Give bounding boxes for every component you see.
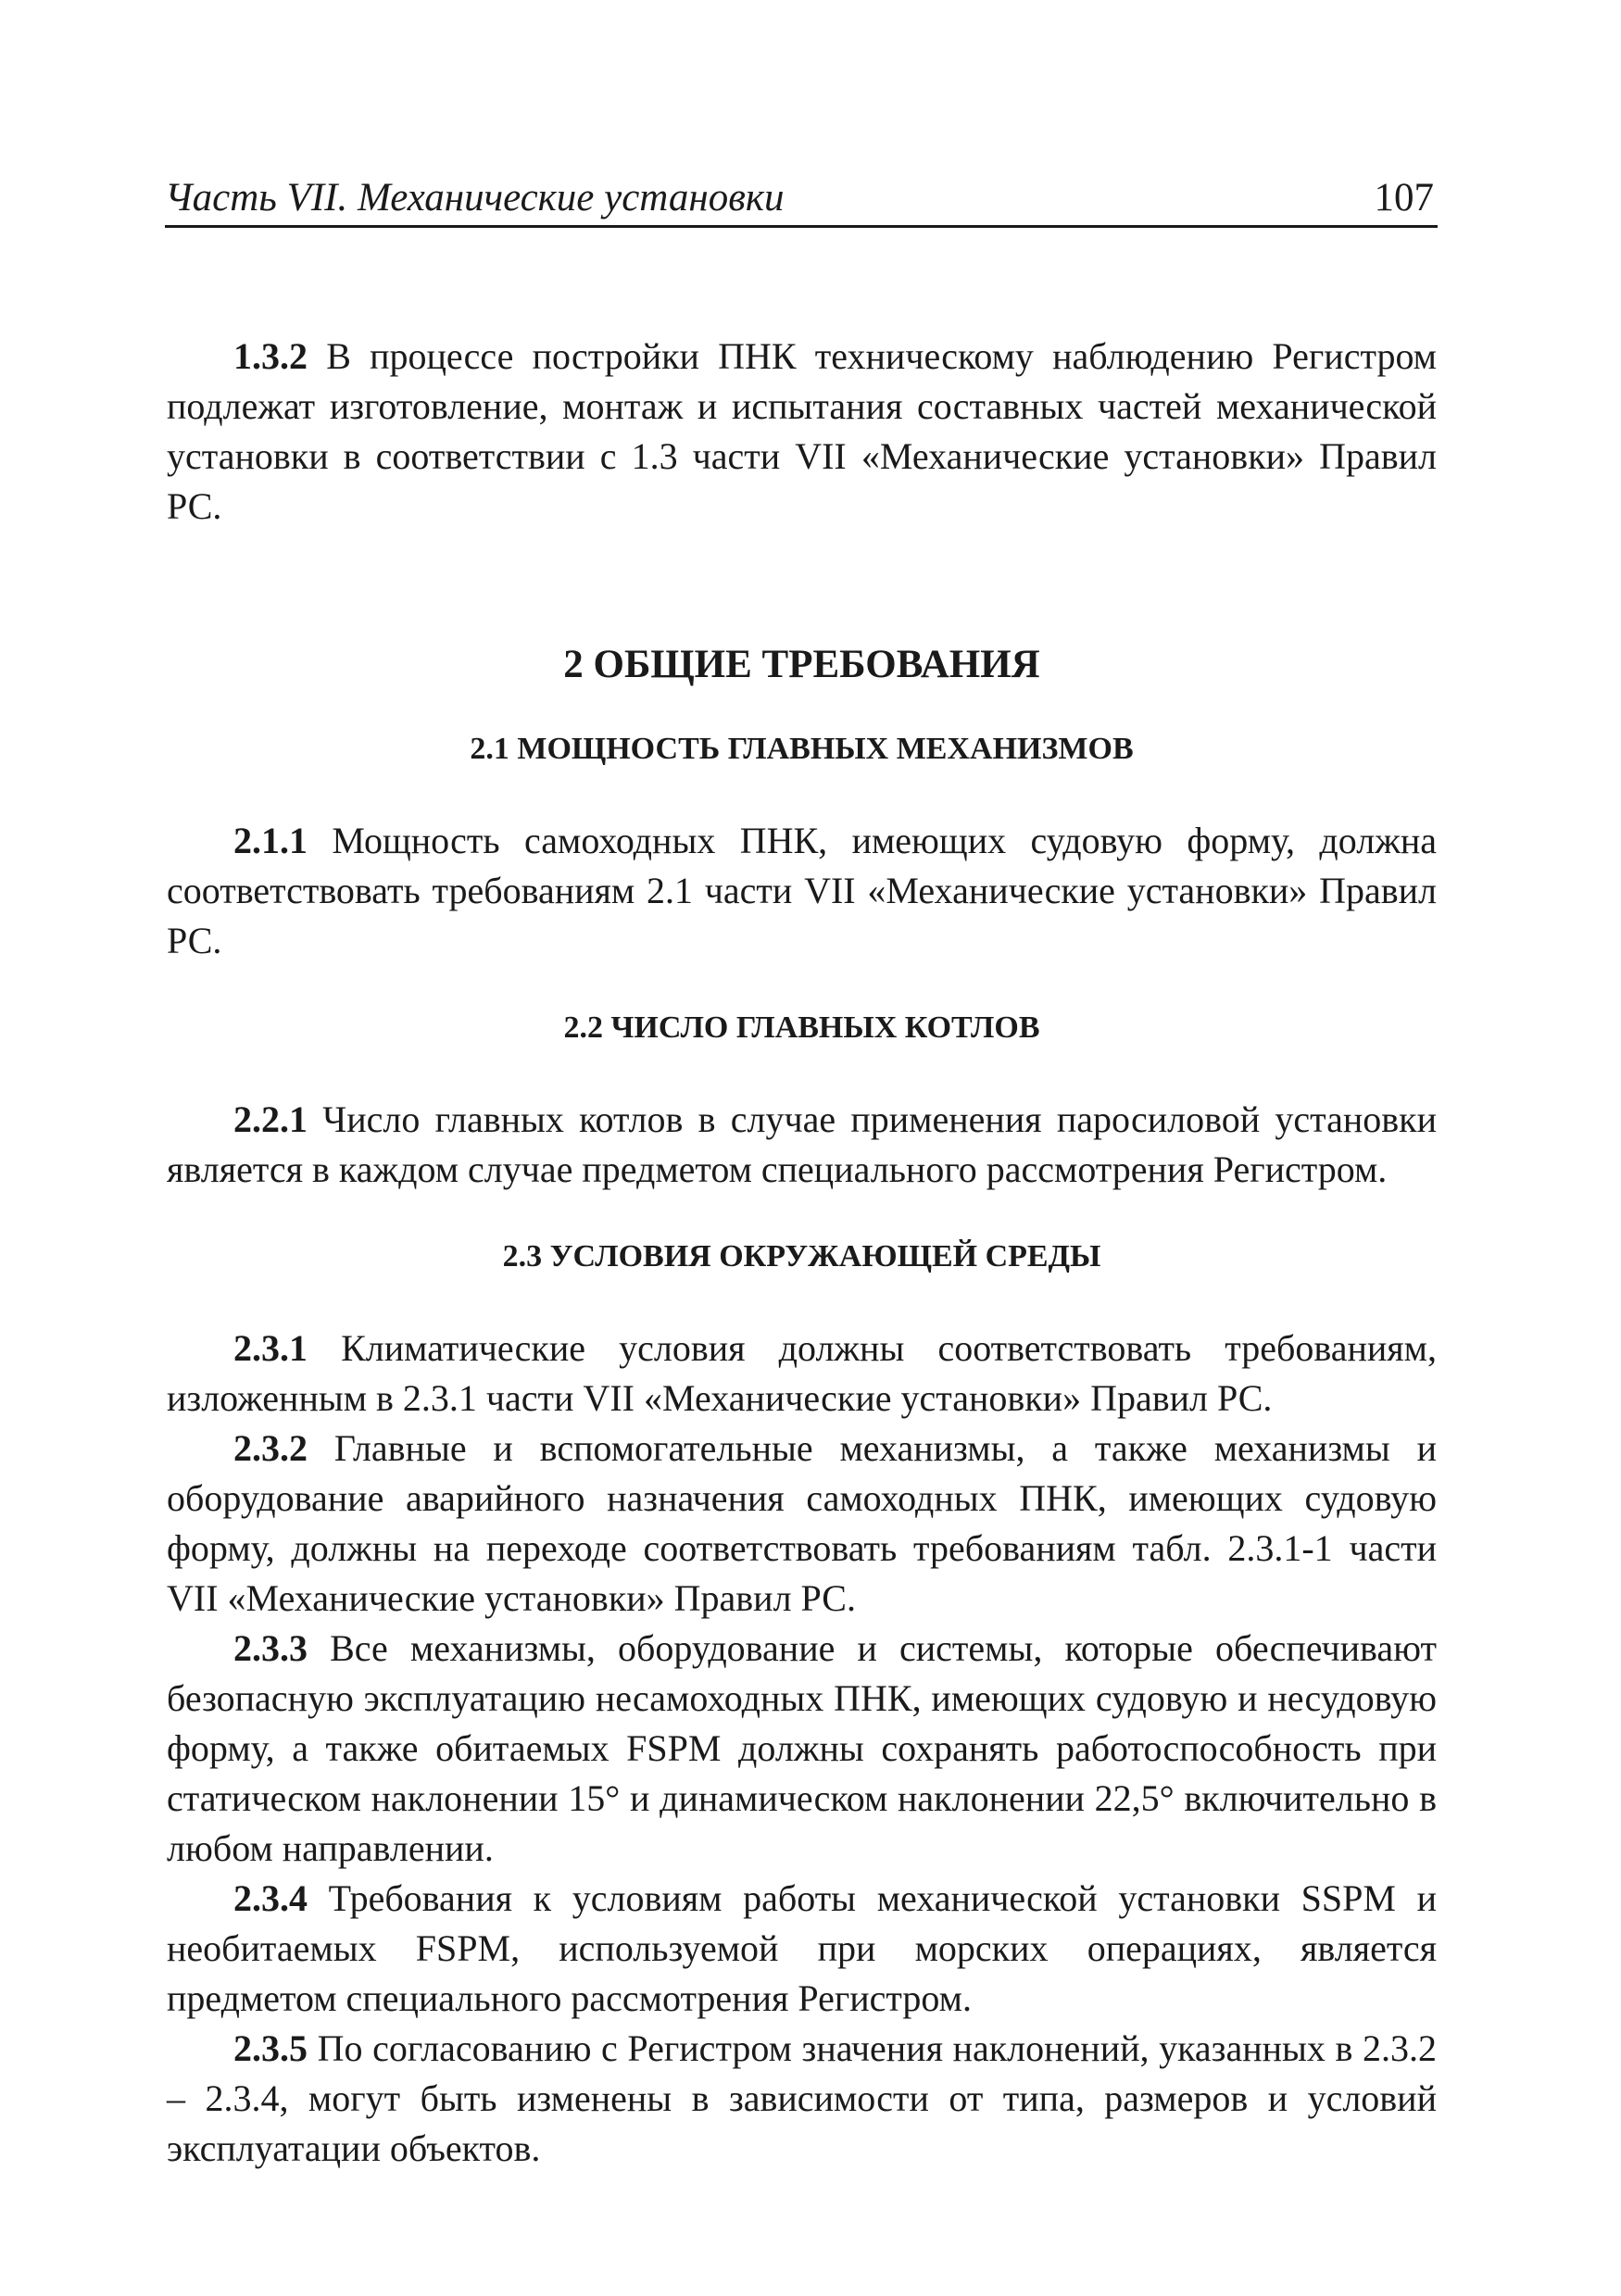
paragraph-number: 2.3.5 bbox=[233, 2027, 308, 2069]
paragraph-text: Мощность самоходных ПНК, имеющих судовую форму, должна соответствовать требованиям 2.1 части VII «Механические установки» Правил РС. bbox=[167, 820, 1437, 961]
section-heading: 2.2 ЧИСЛО ГЛАВНЫХ КОТЛОВ bbox=[563, 1010, 1040, 1045]
paragraph-number: 2.1.1 bbox=[233, 820, 308, 861]
paragraph-1-3-2 bbox=[167, 332, 1437, 532]
paragraph-number: 2.3.3 bbox=[233, 1627, 308, 1669]
paragraph-number: 2.3.4 bbox=[233, 1877, 308, 1919]
paragraph-number: 2.2.1 bbox=[233, 1098, 308, 1140]
paragraph-text: Число главных котлов в случае применения паросиловой установки является в каждом случае предметом специального рассмотрения Регистром. bbox=[167, 1098, 1437, 1190]
section-heading: 2.1 МОЩНОСТЬ ГЛАВНЫХ МЕХАНИЗМОВ bbox=[470, 732, 1134, 766]
body-text bbox=[167, 332, 1437, 2174]
section-heading: 2.3 УСЛОВИЯ ОКРУЖАЮЩЕЙ СРЕДЫ bbox=[502, 1239, 1101, 1273]
paragraph-number: 2.3.2 bbox=[233, 1427, 308, 1469]
paragraph-2-3-3 bbox=[167, 1624, 1437, 1874]
paragraph-2-1-1 bbox=[167, 816, 1437, 966]
page-number: 107 bbox=[1374, 176, 1434, 220]
paragraph-text: В процессе постройки ПНК техническому наблюдению Регистром подлежат изготовление, монтаж и испытания составных частей механической установки в соответствии с 1.3 части VII «Механические установки» Правил РС. bbox=[167, 335, 1437, 527]
running-header bbox=[165, 169, 1438, 228]
paragraph-2-3-5 bbox=[167, 2024, 1437, 2174]
paragraph-text: Все механизмы, оборудование и системы, которые обеспечивают безопасную эксплуатацию несамоходных ПНК, имеющих судовую и несудовую форму, а также обитаемых FSPM должны сохранять работоспособность при статическом наклонении 15° и динамическом наклонении 22,5° включительно в любом направлении. bbox=[167, 1627, 1437, 1869]
paragraph-2-2-1 bbox=[167, 1095, 1437, 1195]
paragraph-number: 2.3.1 bbox=[233, 1327, 308, 1369]
paragraph-text: Климатические условия должны соответствовать требованиям, изложенным в 2.3.1 части VII «Механические установки» Правил РС. bbox=[167, 1327, 1437, 1419]
paragraph-2-3-4 bbox=[167, 1874, 1437, 2024]
paragraph-text: По согласованию с Регистром значения наклонений, указанных в 2.3.2 – 2.3.4, могут быть изменены в зависимости от типа, размеров и условий эксплуатации объектов. bbox=[167, 2027, 1437, 2169]
paragraph-text: Требования к условиям работы механической установки SSPM и необитаемых FSPM, используемой при морских операциях, является предметом специального рассмотрения Регистром. bbox=[167, 1877, 1437, 2019]
paragraph-number: 1.3.2 bbox=[233, 335, 308, 377]
paragraph-2-3-2 bbox=[167, 1424, 1437, 1624]
running-title: Часть VII. Механические установки bbox=[165, 176, 785, 220]
chapter-heading: 2 ОБЩИЕ ТРЕБОВАНИЯ bbox=[563, 643, 1040, 686]
paragraph-2-3-1 bbox=[167, 1324, 1437, 1424]
paragraph-text: Главные и вспомогательные механизмы, а также механизмы и оборудование аварийного назначения самоходных ПНК, имеющих судовую форму, должны на переходе соответствовать требованиям табл. 2.3.1-1 части VII «Механические установки» Правил РС. bbox=[167, 1427, 1437, 1619]
